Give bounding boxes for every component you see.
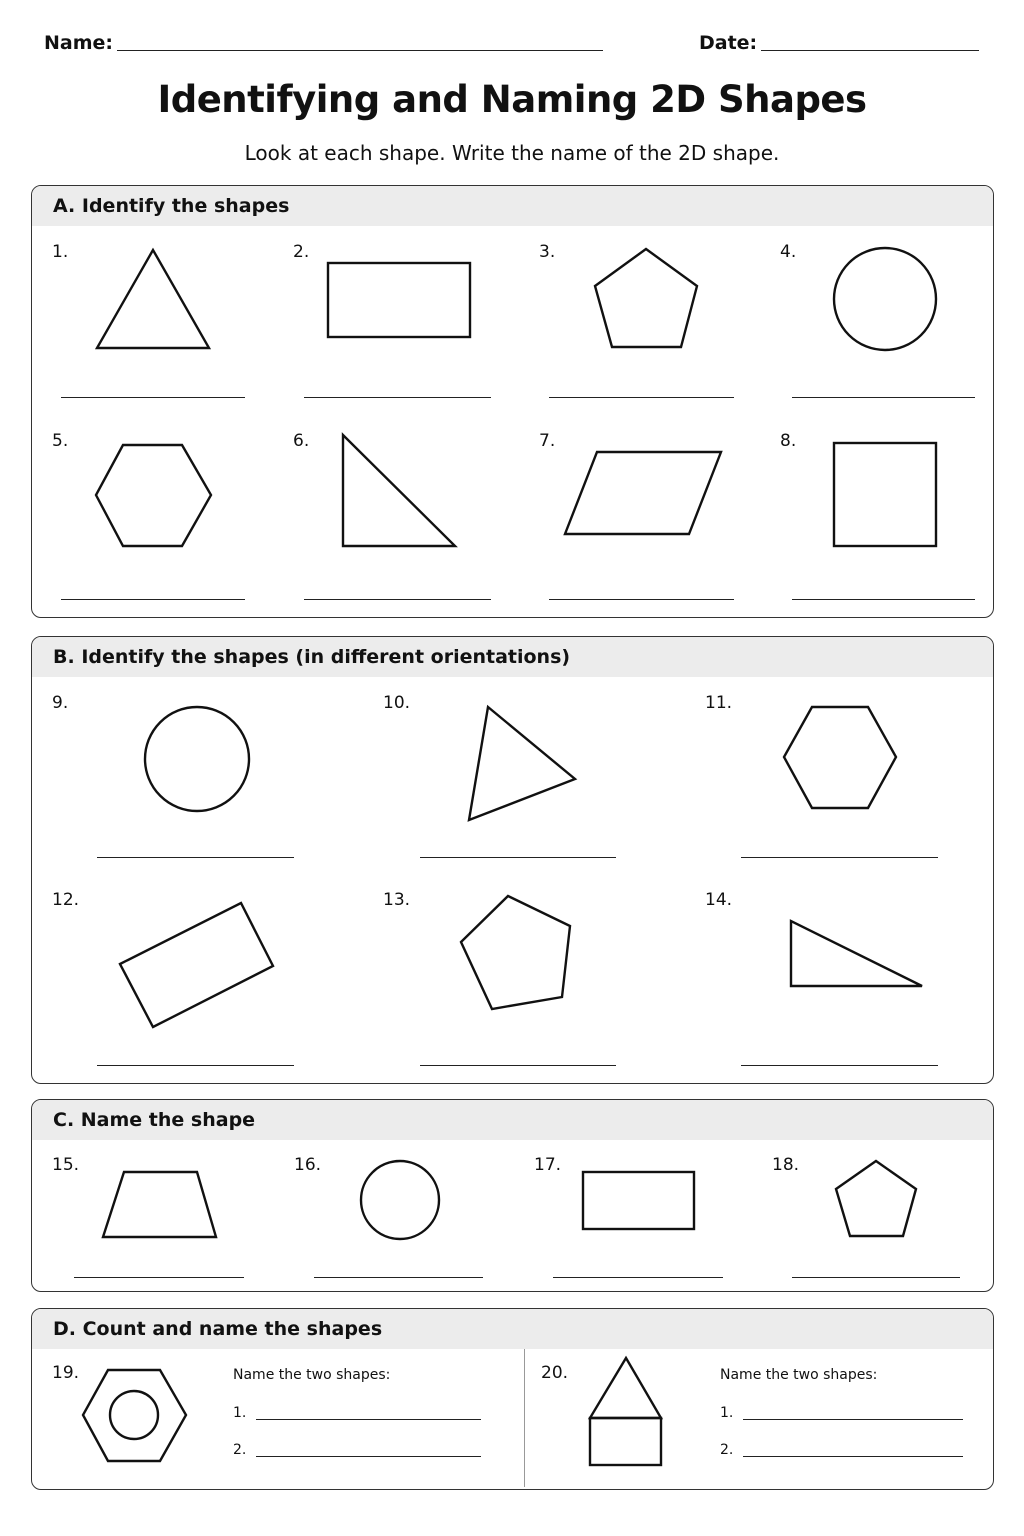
question-number: 16. bbox=[294, 1155, 322, 1175]
line-label: 1. bbox=[233, 1405, 247, 1421]
question-number: 10. bbox=[383, 693, 411, 713]
section-c-title: C. Name the shape bbox=[53, 1109, 256, 1131]
section-b-title: B. Identify the shapes (in different orientations) bbox=[53, 646, 571, 668]
triangle-shape bbox=[590, 1358, 661, 1418]
section-d-title: D. Count and name the shapes bbox=[53, 1318, 383, 1340]
answer-line[interactable] bbox=[743, 1419, 963, 1420]
instructions: Look at each shape. Write the name of the 2D shape. bbox=[244, 141, 780, 165]
line-label: 1. bbox=[720, 1405, 734, 1421]
question-number: 12. bbox=[52, 890, 80, 910]
question-number: 9. bbox=[52, 693, 69, 713]
question-number: 20. bbox=[541, 1363, 569, 1383]
question-number: 17. bbox=[534, 1155, 562, 1175]
prompt-text: Name the two shapes: bbox=[720, 1367, 878, 1383]
question-number: 7. bbox=[539, 431, 556, 451]
date-label: Date: bbox=[699, 32, 758, 54]
answer-line[interactable] bbox=[256, 1419, 481, 1420]
question-number: 4. bbox=[780, 242, 797, 262]
hexagon-shape bbox=[83, 1370, 186, 1461]
section-a-title: A. Identify the shapes bbox=[53, 195, 290, 217]
question-number: 14. bbox=[705, 890, 733, 910]
question-number: 8. bbox=[780, 431, 797, 451]
question-number: 19. bbox=[52, 1363, 80, 1383]
prompt-text: Name the two shapes: bbox=[233, 1367, 391, 1383]
square-shape bbox=[590, 1418, 661, 1465]
answer-line[interactable] bbox=[743, 1456, 963, 1457]
question-number: 11. bbox=[705, 693, 733, 713]
question-number: 1. bbox=[52, 242, 69, 262]
question-number: 18. bbox=[772, 1155, 800, 1175]
question-number: 2. bbox=[293, 242, 310, 262]
question-number: 15. bbox=[52, 1155, 80, 1175]
circle-shape bbox=[110, 1391, 158, 1439]
question-number: 13. bbox=[383, 890, 411, 910]
answer-line[interactable] bbox=[256, 1456, 481, 1457]
question-number: 6. bbox=[293, 431, 310, 451]
worksheet-title: Identifying and Naming 2D Shapes bbox=[157, 78, 867, 121]
line-label: 2. bbox=[720, 1442, 734, 1458]
line-label: 2. bbox=[233, 1442, 247, 1458]
question-number: 5. bbox=[52, 431, 69, 451]
name-label: Name: bbox=[44, 32, 114, 54]
question-number: 3. bbox=[539, 242, 556, 262]
